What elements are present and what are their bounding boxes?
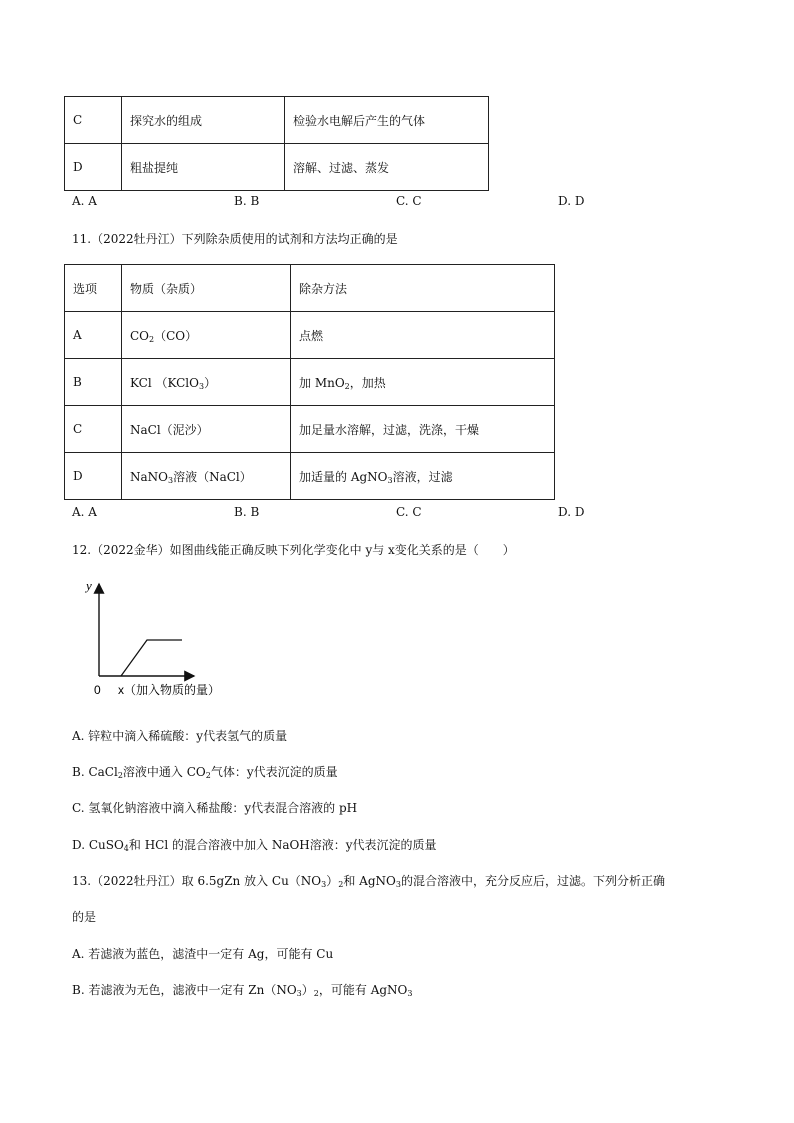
option-d: D. D bbox=[558, 505, 585, 519]
cell-option: B bbox=[65, 359, 122, 406]
y-axis-label: y bbox=[86, 578, 92, 593]
cell-option: C bbox=[65, 97, 122, 144]
q13-option-a: A. 若滤液为蓝色，滤渣中一定有 Ag，可能有 Cu bbox=[72, 947, 334, 961]
option-a: A. A bbox=[72, 505, 97, 519]
question-12-stem: 12.（2022金华）如图曲线能正确反映下列化学变化中 y与 x变化关系的是（ ） bbox=[72, 543, 515, 557]
origin-label: 0 bbox=[94, 683, 101, 697]
header-substance: 物质（杂质） bbox=[122, 265, 291, 312]
x-axis-label: x（加入物质的量） bbox=[118, 683, 221, 697]
cell-method: 加足量水溶解，过滤，洗涤，干燥 bbox=[291, 406, 555, 453]
option-d: D. D bbox=[558, 194, 585, 208]
q12-graph bbox=[84, 576, 254, 700]
cell-method: 加适量的 AgNO$_3$溶液，过滤 bbox=[291, 453, 555, 500]
cell-method: 溶解、过滤、蒸发 bbox=[285, 144, 489, 191]
cell-method: 加 MnO$_2$，加热 bbox=[291, 359, 555, 406]
cell-experiment: 探究水的组成 bbox=[122, 97, 285, 144]
cell-experiment: 粗盐提纯 bbox=[122, 144, 285, 191]
table-row bbox=[65, 453, 555, 500]
question-13-stem: 13.（2022牡丹江）取 6.5gZn 放入 $Cu(NO_3)_2$和 AgNO$_3$的混合溶液中，充分反应后，过滤。下列分析正确 bbox=[72, 874, 665, 889]
table-row bbox=[65, 312, 555, 359]
table-row bbox=[65, 97, 489, 144]
q12-option-a: A. 锌粒中滴入稀硫酸：y代表氢气的质量 bbox=[72, 729, 288, 743]
option-a: A. A bbox=[72, 194, 97, 208]
q12-option-d: D. CuSO$_4$和 HCl 的混合溶液中加入 NaOH溶液：y代表沉淀的质量 bbox=[72, 838, 437, 853]
option-c: C. C bbox=[396, 194, 422, 208]
header-option: 选项 bbox=[65, 265, 122, 312]
question-11-stem: 11.（2022牡丹江）下列除杂质使用的试剂和方法均正确的是 bbox=[72, 232, 398, 246]
cell-option: C bbox=[65, 406, 122, 453]
cell-option: D bbox=[65, 144, 122, 191]
cell-substance: KCl （KClO$_3$） bbox=[122, 359, 291, 406]
cell-option: D bbox=[65, 453, 122, 500]
option-c: C. C bbox=[396, 505, 422, 519]
header-method: 除杂方法 bbox=[291, 265, 555, 312]
q12-option-c: C. 氢氧化钠溶液中滴入稀盐酸：y代表混合溶液的 pH bbox=[72, 801, 358, 815]
curve-line bbox=[121, 640, 182, 676]
option-b: B. B bbox=[234, 194, 260, 208]
question-13-stem-line2: 的是 bbox=[72, 910, 97, 924]
cell-substance: NaCl（泥沙） bbox=[122, 406, 291, 453]
table-row bbox=[65, 406, 555, 453]
cell-method: 检验水电解后产生的气体 bbox=[285, 97, 489, 144]
option-b: B. B bbox=[234, 505, 260, 519]
table-row bbox=[65, 359, 555, 406]
table-row bbox=[65, 144, 489, 191]
cell-substance: $CO_2(CO)$ bbox=[122, 312, 291, 359]
cell-option: A bbox=[65, 312, 122, 359]
table-header-row bbox=[65, 265, 555, 312]
q13-option-b: B. 若滤液为无色，滤液中一定有 $Zn(NO_3)_2$，可能有 AgNO$_3$ bbox=[72, 983, 413, 998]
cell-method: 点燃 bbox=[291, 312, 555, 359]
q12-option-b: B. CaCl$_2$溶液中通入 $CO_2$气体：y代表沉淀的质量 bbox=[72, 765, 338, 780]
cell-substance: NaNO$_3$溶液（NaCl） bbox=[122, 453, 291, 500]
table-q11 bbox=[64, 264, 555, 500]
table-q10-continued bbox=[64, 96, 489, 191]
